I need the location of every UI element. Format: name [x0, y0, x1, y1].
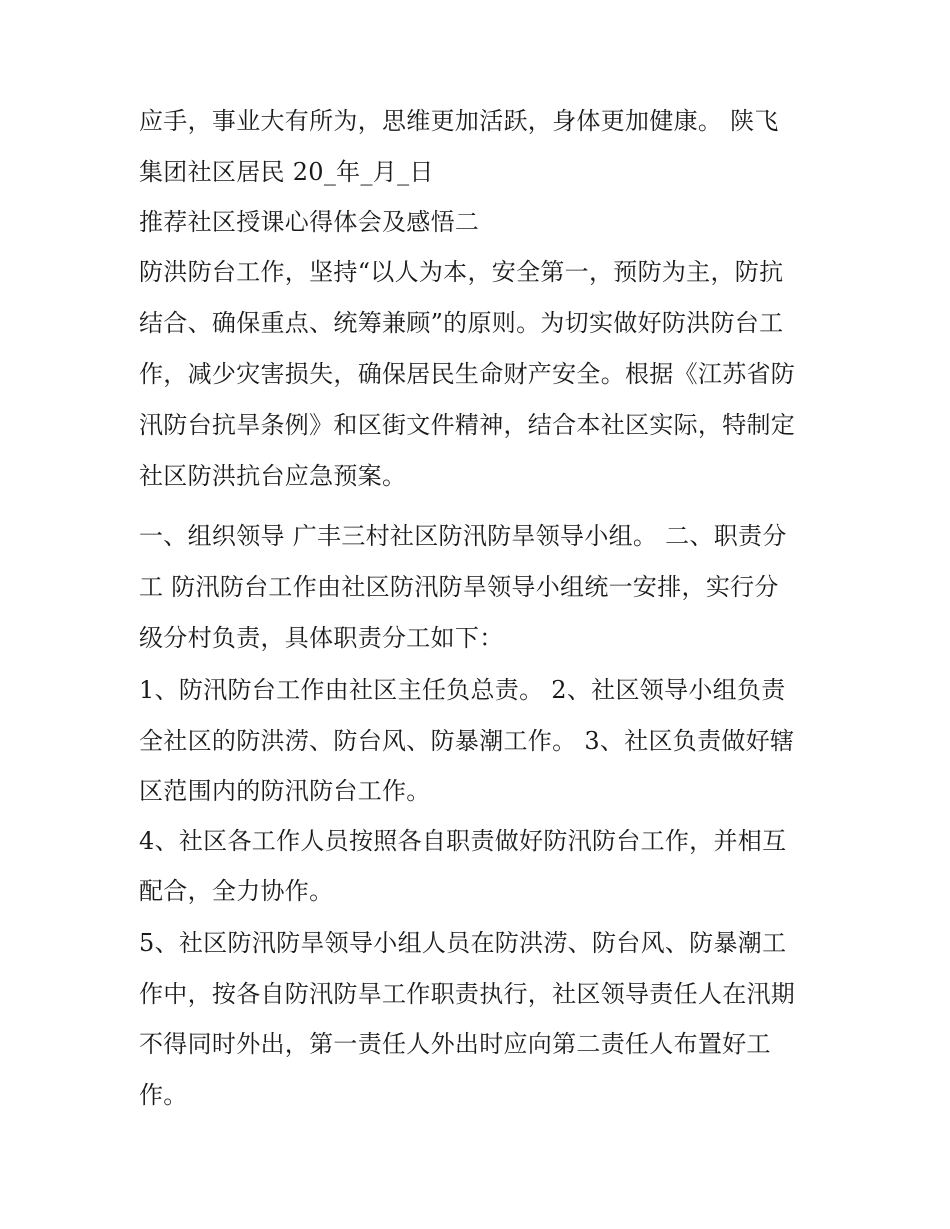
section-heading: 推荐社区授课心得体会及感悟二 — [139, 208, 480, 236]
text-line: 配合，全力协作。 — [139, 877, 334, 905]
text-line: 汛防台抗旱条例》和区街文件精神，结合本社区实际，特制定 — [139, 411, 796, 439]
text-line: 5、社区防汛防旱领导小组人员在防洪涝、防台风、防暴潮工 — [139, 929, 787, 957]
text-line: 全社区的防洪涝、防台风、防暴潮工作。 3、社区负责做好辖 — [139, 727, 795, 755]
text-line: 级分村负责，具体职责分工如下： — [139, 624, 504, 652]
text-line: 工 防汛防台工作由社区防汛防旱领导小组统一安排，实行分 — [139, 573, 779, 601]
text-line: 区范围内的防汛防台工作。 — [139, 777, 431, 805]
text-line: 集团社区居民 20_年_月_日 — [139, 158, 434, 186]
text-line: 4、社区各工作人员按照各自职责做好防汛防台工作，并相互 — [139, 827, 787, 855]
text-line: 作。 — [139, 1081, 188, 1109]
text-line: 应手，事业大有所为，思维更加活跃，身体更加健康。 陕飞 — [139, 107, 779, 135]
text-line: 1、防汛防台工作由社区主任负总责。 2、社区领导小组负责 — [139, 676, 786, 704]
text-line: 一、组织领导 广丰三村社区防汛防旱领导小组。 二、职责分 — [139, 522, 787, 550]
text-line: 社区防洪抗台应急预案。 — [139, 462, 407, 490]
text-line: 作，减少灾害损失，确保居民生命财产安全。根据《江苏省防 — [139, 360, 796, 388]
text-line: 不得同时外出，第一责任人外出时应向第二责任人布置好工 — [139, 1030, 771, 1058]
text-line: 防洪防台工作，坚持“以人为本，安全第一，预防为主，防抗 — [139, 258, 784, 286]
text-line: 结合、确保重点、统筹兼顾”的原则。为切实做好防洪防台工 — [139, 309, 784, 337]
text-line: 作中，按各自防汛防旱工作职责执行，社区领导责任人在汛期 — [139, 980, 796, 1008]
